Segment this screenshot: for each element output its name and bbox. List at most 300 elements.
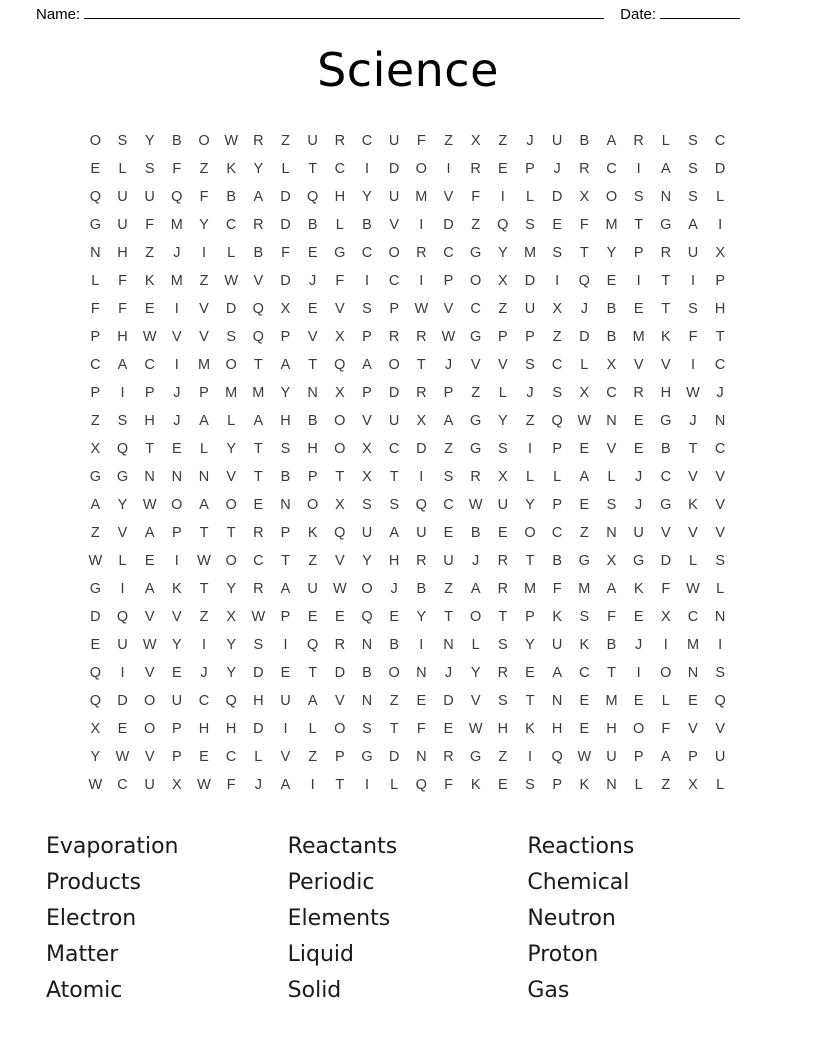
grid-cell: G — [89, 468, 102, 485]
grid-cell: E — [633, 412, 644, 429]
grid-cell: V — [144, 748, 155, 765]
grid-cell: V — [688, 524, 699, 541]
grid-cell: U — [144, 776, 156, 793]
grid-cell: B — [307, 216, 318, 233]
grid-cell: E — [171, 664, 183, 681]
grid-cell: O — [470, 608, 482, 625]
grid-cell: V — [307, 328, 318, 345]
grid-cell: O — [388, 356, 401, 373]
grid-cell: W — [224, 132, 239, 149]
grid-cell: Y — [226, 580, 237, 597]
grid-cell: T — [253, 356, 264, 373]
grid-cell: W — [468, 720, 483, 737]
grid-cell: R — [416, 384, 428, 401]
word-list-item: Reactants — [287, 833, 398, 859]
grid-cell: P — [633, 244, 644, 261]
grid-cell: Q — [171, 188, 183, 205]
grid-cell: U — [551, 132, 563, 149]
grid-cell: L — [118, 160, 128, 177]
grid-cell: T — [661, 300, 671, 317]
grid-cell: Q — [116, 440, 129, 457]
grid-cell: I — [174, 356, 180, 373]
grid-cell: B — [362, 216, 373, 233]
grid-cell: E — [633, 440, 644, 457]
grid-cell: L — [308, 720, 318, 737]
grid-cell: X — [334, 384, 346, 401]
grid-cell: S — [280, 440, 291, 457]
grid-cell: G — [660, 496, 672, 513]
grid-cell: B — [362, 664, 373, 681]
grid-cell: X — [90, 440, 101, 457]
grid-cell: I — [419, 272, 424, 289]
grid-cell: I — [690, 356, 696, 373]
grid-cell: L — [716, 188, 725, 205]
grid-cell: L — [335, 216, 345, 233]
grid-cell: J — [173, 244, 181, 261]
date-label: Date: — [620, 6, 656, 23]
grid-cell: S — [606, 496, 617, 513]
grid-cell: M — [523, 244, 537, 261]
grid-cell: A — [280, 356, 291, 373]
word-list-item: Chemical — [527, 869, 630, 895]
grid-cell: Q — [89, 692, 102, 709]
grid-cell: V — [280, 748, 291, 765]
grid-cell: L — [688, 552, 698, 569]
grid-cell: V — [443, 300, 454, 317]
grid-cell: W — [577, 412, 592, 429]
grid-cell: O — [144, 692, 156, 709]
grid-cell: W — [142, 328, 157, 345]
grid-cell: T — [525, 552, 535, 569]
grid-cell: D — [443, 216, 455, 233]
grid-cell: J — [254, 776, 263, 793]
grid-cell: B — [470, 524, 481, 541]
grid-cell: O — [388, 244, 401, 261]
grid-cell: P — [552, 440, 563, 457]
grid-cell: E — [280, 664, 291, 681]
grid-cell: S — [362, 496, 373, 513]
grid-cell: X — [226, 608, 237, 625]
grid-cell: E — [497, 776, 509, 793]
grid-cell: Y — [606, 244, 617, 261]
grid-cell: S — [552, 384, 563, 401]
grid-cell: V — [362, 412, 373, 429]
grid-cell: R — [416, 328, 428, 345]
grid-cell: E — [606, 272, 617, 289]
grid-cell: Q — [89, 664, 102, 681]
grid-cell: C — [334, 160, 346, 177]
grid-cell: T — [145, 440, 155, 457]
grid-cell: T — [525, 692, 535, 709]
grid-cell: N — [714, 412, 726, 429]
grid-cell: N — [144, 468, 156, 485]
grid-cell: A — [144, 524, 155, 541]
grid-cell: J — [526, 132, 535, 149]
grid-cell: A — [389, 524, 400, 541]
grid-cell: J — [444, 356, 453, 373]
grid-cell: U — [307, 132, 319, 149]
page-title: Science — [317, 43, 499, 97]
grid-cell: N — [361, 636, 373, 653]
grid-cell: D — [416, 440, 428, 457]
grid-cell: W — [251, 608, 266, 625]
grid-cell: T — [715, 328, 726, 345]
grid-cell: P — [688, 748, 699, 765]
grid-cell: U — [714, 748, 726, 765]
grid-cell: R — [253, 216, 265, 233]
grid-cell: Z — [471, 384, 481, 401]
grid-cell: H — [334, 188, 346, 205]
grid-cell: J — [173, 412, 181, 429]
grid-cell: J — [173, 384, 181, 401]
grid-cell: R — [416, 552, 428, 569]
grid-cell: E — [117, 720, 128, 737]
grid-cell: O — [605, 188, 618, 205]
grid-cell: L — [498, 384, 508, 401]
grid-cell: W — [468, 496, 483, 513]
grid-cell: V — [171, 608, 183, 625]
grid-cell: Y — [226, 664, 237, 681]
grid-cell: D — [443, 692, 455, 709]
grid-cell: D — [90, 608, 102, 625]
grid-cell: K — [579, 776, 590, 793]
grid-cell: C — [117, 776, 129, 793]
grid-cell: B — [307, 412, 318, 429]
grid-cell: D — [524, 272, 536, 289]
grid-cell: N — [416, 664, 428, 681]
grid-cell: I — [636, 664, 642, 681]
grid-cell: I — [718, 216, 723, 233]
grid-cell: X — [90, 720, 101, 737]
grid-cell: E — [307, 608, 318, 625]
grid-cell: R — [388, 328, 400, 345]
grid-cell: S — [389, 496, 400, 513]
grid-cell: L — [553, 468, 562, 485]
grid-cell: S — [362, 720, 373, 737]
grid-cell: U — [524, 300, 536, 317]
grid-cell: Z — [498, 748, 508, 765]
grid-cell: T — [389, 720, 400, 737]
grid-cell: V — [470, 356, 481, 373]
grid-cell: Y — [525, 496, 536, 513]
grid-cell: H — [551, 720, 563, 737]
grid-cell: P — [171, 720, 183, 737]
grid-cell: X — [606, 552, 617, 569]
grid-cell: D — [280, 216, 292, 233]
grid-cell: V — [334, 300, 346, 317]
word-search-grid — [82, 132, 734, 795]
grid-cell: M — [252, 384, 265, 401]
grid-cell: F — [90, 300, 101, 317]
grid-cell: O — [198, 132, 211, 149]
grid-cell: D — [225, 300, 237, 317]
grid-cell: Q — [415, 496, 428, 513]
grid-cell: T — [607, 664, 617, 681]
grid-cell: G — [361, 748, 374, 765]
grid-cell: B — [606, 300, 617, 317]
grid-cell: O — [307, 496, 319, 513]
grid-cell: T — [661, 272, 671, 289]
grid-cell: F — [579, 216, 590, 233]
grid-cell: A — [579, 468, 590, 485]
grid-cell: N — [90, 244, 102, 261]
grid-cell: U — [687, 244, 699, 261]
word-list-item: Reactions — [527, 833, 635, 859]
grid-cell: I — [120, 664, 125, 681]
grid-cell: S — [579, 608, 590, 625]
grid-cell: S — [552, 244, 563, 261]
grid-cell: W — [197, 776, 212, 793]
grid-cell: Y — [416, 608, 427, 625]
grid-cell: C — [714, 132, 726, 149]
grid-cell: H — [660, 384, 672, 401]
grid-cell: V — [443, 188, 454, 205]
grid-cell: N — [361, 692, 373, 709]
grid-cell: K — [226, 160, 237, 177]
grid-cell: T — [335, 468, 345, 485]
grid-cell: S — [443, 468, 454, 485]
grid-cell: V — [715, 524, 726, 541]
grid-cell: I — [120, 384, 125, 401]
grid-cell: S — [497, 636, 509, 653]
grid-cell: S — [688, 188, 699, 205]
grid-cell: N — [551, 692, 563, 709]
grid-cell: S — [497, 692, 509, 709]
grid-cell: F — [172, 160, 182, 177]
grid-cell: A — [552, 664, 563, 681]
grid-cell: B — [416, 580, 427, 597]
grid-cell: M — [170, 272, 184, 289]
grid-cell: M — [415, 188, 428, 205]
grid-cell: X — [470, 132, 481, 149]
grid-cell: T — [253, 440, 264, 457]
grid-cell: S — [525, 356, 536, 373]
grid-cell: G — [334, 244, 346, 261]
grid-cell: F — [416, 720, 427, 737]
grid-cell: P — [715, 272, 726, 289]
grid-cell: X — [334, 496, 346, 513]
grid-cell: P — [171, 748, 183, 765]
grid-cell: P — [633, 748, 644, 765]
header-row — [0, 0, 816, 23]
grid-cell: H — [714, 300, 726, 317]
grid-cell: W — [686, 384, 701, 401]
grid-cell: W — [577, 748, 592, 765]
word-list — [0, 829, 816, 1009]
grid-cell: E — [633, 692, 644, 709]
grid-cell: E — [307, 300, 318, 317]
grid-cell: Q — [361, 608, 374, 625]
grid-cell: P — [280, 524, 291, 541]
grid-cell: T — [308, 664, 318, 681]
grid-cell: V — [660, 524, 672, 541]
grid-cell: F — [661, 580, 671, 597]
grid-cell: X — [688, 776, 699, 793]
grid-cell: P — [307, 468, 318, 485]
grid-cell: O — [415, 160, 428, 177]
grid-cell: P — [525, 328, 536, 345]
grid-cell: G — [633, 552, 645, 569]
grid-cell: K — [144, 272, 155, 289]
grid-cell: J — [635, 496, 643, 513]
grid-cell: C — [225, 748, 237, 765]
grid-cell: H — [117, 328, 129, 345]
grid-cell: F — [416, 132, 427, 149]
grid-cell: X — [579, 188, 590, 205]
grid-cell: A — [606, 580, 617, 597]
grid-cell: E — [497, 160, 509, 177]
grid-cell: U — [497, 496, 509, 513]
grid-cell: M — [605, 216, 619, 233]
grid-cell: T — [634, 216, 644, 233]
grid-cell: R — [443, 748, 455, 765]
grid-cell: B — [226, 188, 237, 205]
grid-cell: E — [633, 608, 644, 625]
grid-cell: F — [444, 776, 454, 793]
grid-cell: V — [606, 440, 617, 457]
grid-cell: N — [443, 636, 455, 653]
grid-cell: C — [687, 608, 699, 625]
grid-cell: E — [579, 720, 590, 737]
grid-cell: Z — [579, 524, 590, 541]
grid-cell: I — [663, 636, 669, 653]
grid-cell: Q — [551, 412, 564, 429]
grid-cell: D — [334, 664, 346, 681]
grid-cell: X — [362, 440, 373, 457]
grid-cell: D — [253, 664, 265, 681]
grid-cell: L — [661, 692, 671, 709]
grid-cell: U — [416, 524, 428, 541]
grid-cell: P — [171, 524, 183, 541]
grid-cell: G — [89, 216, 102, 233]
grid-cell: F — [226, 776, 237, 793]
grid-cell: T — [444, 608, 454, 625]
grid-cell: S — [117, 132, 128, 149]
grid-cell: Z — [308, 748, 318, 765]
grid-cell: J — [689, 412, 698, 429]
grid-cell: X — [715, 244, 726, 261]
grid-cell: D — [660, 552, 672, 569]
grid-cell: I — [364, 272, 370, 289]
word-list-item: Evaporation — [46, 833, 179, 859]
grid-cell: E — [171, 440, 183, 457]
grid-cell: C — [551, 356, 563, 373]
grid-cell: A — [307, 692, 318, 709]
grid-cell: E — [389, 608, 400, 625]
grid-cell: P — [90, 328, 101, 345]
grid-cell: B — [280, 468, 291, 485]
grid-cell: I — [174, 552, 180, 569]
grid-cell: R — [253, 524, 265, 541]
grid-cell: G — [578, 552, 591, 569]
grid-cell: V — [715, 468, 726, 485]
grid-cell: F — [661, 720, 671, 737]
grid-cell: U — [117, 636, 129, 653]
grid-cell: Z — [444, 580, 454, 597]
grid-cell: I — [174, 300, 180, 317]
grid-cell: V — [199, 328, 210, 345]
grid-cell: N — [606, 776, 618, 793]
grid-cell: U — [361, 524, 373, 541]
grid-cell: C — [253, 552, 265, 569]
grid-cell: F — [281, 244, 291, 261]
grid-cell: S — [525, 216, 536, 233]
grid-cell: K — [552, 608, 563, 625]
grid-cell: Y — [525, 636, 536, 653]
grid-cell: I — [419, 468, 424, 485]
grid-cell: Z — [525, 412, 535, 429]
grid-cell: O — [361, 580, 374, 597]
grid-cell: X — [280, 300, 291, 317]
grid-cell: C — [361, 244, 373, 261]
grid-cell: M — [578, 580, 591, 597]
grid-cell: P — [525, 608, 536, 625]
grid-cell: Z — [308, 552, 318, 569]
grid-cell: H — [307, 440, 319, 457]
grid-cell: F — [199, 188, 209, 205]
grid-cell: C — [361, 132, 373, 149]
grid-cell: V — [715, 496, 726, 513]
grid-cell: Q — [89, 188, 102, 205]
grid-cell: M — [523, 580, 537, 597]
grid-cell: L — [281, 160, 291, 177]
grid-cell: W — [441, 328, 456, 345]
word-list-item: Liquid — [287, 941, 355, 967]
grid-cell: Q — [307, 636, 319, 653]
grid-cell: O — [334, 720, 346, 737]
grid-cell: E — [688, 692, 699, 709]
grid-cell: W — [686, 580, 701, 597]
grid-cell: I — [283, 636, 288, 653]
grid-cell: I — [120, 580, 125, 597]
grid-cell: R — [470, 468, 482, 485]
grid-cell: P — [552, 496, 563, 513]
grid-cell: C — [443, 496, 455, 513]
grid-cell: C — [579, 664, 591, 681]
grid-cell: F — [118, 300, 128, 317]
grid-cell: P — [362, 384, 373, 401]
grid-cell: L — [525, 468, 535, 485]
grid-cell: A — [253, 412, 264, 429]
grid-cell: M — [605, 692, 619, 709]
word-list-item: Proton — [527, 941, 599, 967]
grid-cell: O — [633, 720, 645, 737]
grid-cell: I — [527, 748, 533, 765]
grid-cell: F — [145, 216, 155, 233]
grid-cell: R — [253, 132, 265, 149]
grid-cell: U — [117, 216, 129, 233]
grid-cell: N — [660, 188, 672, 205]
grid-cell: H — [253, 692, 265, 709]
word-list-item: Electron — [46, 905, 137, 931]
grid-cell: I — [364, 776, 370, 793]
grid-cell: P — [443, 272, 454, 289]
grid-cell: I — [283, 720, 288, 737]
grid-cell: J — [390, 580, 399, 597]
grid-cell: G — [470, 328, 482, 345]
grid-cell: C — [388, 272, 400, 289]
grid-cell: C — [90, 356, 102, 373]
grid-cell: Y — [280, 384, 291, 401]
grid-cell: D — [280, 272, 292, 289]
grid-cell: A — [280, 776, 291, 793]
grid-cell: E — [579, 692, 590, 709]
grid-cell: J — [444, 664, 453, 681]
grid-cell: Y — [90, 748, 101, 765]
grid-cell: S — [525, 776, 536, 793]
grid-cell: L — [91, 272, 100, 289]
grid-cell: E — [90, 636, 101, 653]
